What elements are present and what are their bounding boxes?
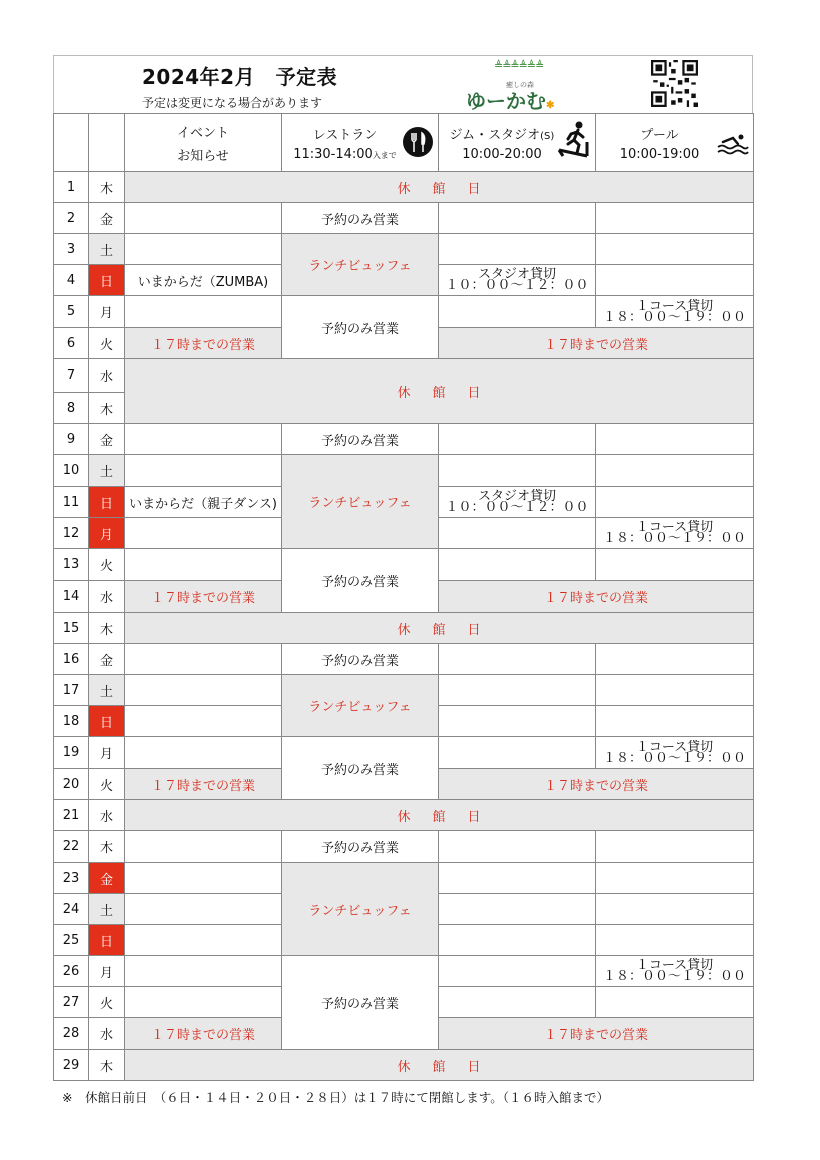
until17-cell [125,769,282,800]
cell-text: １０：００〜１２：００ [445,278,589,293]
empty-cell [439,549,596,581]
empty-cell [439,296,596,328]
until17-cell [125,328,282,359]
weekday: 土 [89,455,125,487]
cell-text: １８：００〜１９：００ [602,309,746,325]
empty-cell [596,863,754,894]
table-row [54,234,754,265]
cell-text: １７時までの営業 [543,591,648,606]
empty-cell [439,737,596,769]
table-row [54,737,754,769]
empty-cell [125,549,282,581]
cell-text: １７時までの営業 [150,591,255,606]
weekday: 日 [89,487,125,518]
page-subtitle: 予定は変更になる場合があります [142,96,323,110]
weekday: 金 [89,424,125,455]
swimmer-icon [717,132,749,156]
closed-cell [125,613,754,644]
weekday: 火 [89,328,125,359]
day-number: 11 [54,487,89,518]
cell-text: 予約のみ営業 [320,997,399,1012]
cell-text: １７時までの営業 [543,1028,648,1043]
day-number: 5 [54,296,89,328]
empty-cell [439,644,596,675]
weekday: 月 [89,956,125,987]
empty-cell [439,831,596,863]
day-number: 15 [54,613,89,644]
empty-cell [596,234,754,265]
until17-cell [125,1018,282,1050]
reserve-only-cell [282,831,439,863]
day-number: 13 [54,549,89,581]
cell-text: スタジオ貸切 [477,489,556,504]
weekday: 金 [89,863,125,894]
weekday: 月 [89,518,125,549]
reserve-only-cell [282,549,439,613]
empty-cell [439,234,596,265]
until17-cell [439,1018,754,1050]
header [53,55,753,113]
day-number: 7 [54,359,89,393]
cell-text: １７時までの営業 [150,1028,255,1043]
until17-cell [439,328,754,359]
table-row [54,800,754,831]
table-row [54,455,754,487]
restaurant-header: レストラン 11:30-14:00入まで [282,114,439,172]
empty-cell [125,925,282,956]
cell-text: １７時までの営業 [150,778,255,794]
cell-text: １７時までの営業 [150,337,255,353]
day-number: 25 [54,925,89,956]
empty-cell [439,455,596,487]
empty-cell [596,675,754,706]
weekday: 月 [89,737,125,769]
oyako-cell [125,487,282,518]
day-number: 28 [54,1018,89,1050]
day-header [54,114,89,172]
weekday: 土 [89,234,125,265]
weekday: 日 [89,706,125,737]
weekday: 木 [89,613,125,644]
weekday: 土 [89,675,125,706]
empty-cell [439,203,596,234]
cell-text: １８：００〜１９：００ [602,969,746,984]
table-row [54,1050,754,1081]
reserve-only-cell [282,737,439,800]
empty-cell [125,863,282,894]
weekday: 金 [89,203,125,234]
empty-cell [125,737,282,769]
cell-text: １０：００〜１２：００ [445,500,589,515]
day-number: 19 [54,737,89,769]
cell-text: ランチビュッフェ [308,903,412,919]
day-number: 10 [54,455,89,487]
weekday: 火 [89,987,125,1018]
empty-cell [439,925,596,956]
empty-cell [439,956,596,987]
cell-text: 予約のみ営業 [320,762,399,778]
day-number: 29 [54,1050,89,1081]
empty-cell [596,831,754,863]
cell-text: ランチビュッフェ [308,496,412,511]
reserve-only-cell [282,203,439,234]
closed-cell [125,1050,754,1081]
table-row [54,831,754,863]
cell-text: いまからだ（ZUMBA) [137,274,269,290]
cell-text: 予約のみ営業 [320,653,399,669]
empty-cell [125,424,282,455]
cell-text: いまからだ（親子ダンス) [129,496,277,512]
empty-cell [596,265,754,296]
footnote: ※ 休館日前日 （６日・１４日・２０日・２８日）は１７時にて閉館します。（１６時入館まで） [62,1090,609,1105]
empty-cell [125,894,282,925]
logo-text: ゆーかむ✱ [466,89,555,113]
empty-cell [125,956,282,987]
empty-cell [125,675,282,706]
empty-cell [596,987,754,1018]
day-number: 4 [54,265,89,296]
day-number: 27 [54,987,89,1018]
cell-text: 休館日 [397,622,503,638]
cell-text: 休館日 [397,1059,503,1075]
until17-cell [439,769,754,800]
cell-text: １７時までの営業 [543,337,648,353]
empty-cell [596,487,754,518]
treadmill-icon [557,120,591,160]
table-row [54,203,754,234]
reserve-only-cell [282,296,439,359]
empty-cell [439,987,596,1018]
pool-header: プール 10:00-19:00 [596,114,754,172]
weekday: 水 [89,581,125,613]
reserve-only-cell [282,424,439,455]
schedule-table [53,113,754,1081]
day-number: 20 [54,769,89,800]
table-row [54,172,754,203]
cell-text: 休館日 [397,809,503,825]
empty-cell [596,706,754,737]
lunch-buffet-cell [282,863,439,956]
rental-cell [596,956,754,987]
closed-cell [125,359,754,424]
empty-cell [439,863,596,894]
table-header-row [54,114,754,172]
empty-cell [125,518,282,549]
cell-text: １８：００〜１９：００ [602,531,746,546]
table-row [54,956,754,987]
tree-logo-icon: ≜≜≜≜≜≜ [494,59,544,72]
weekday: 火 [89,769,125,800]
weekday: 木 [89,1050,125,1081]
empty-cell [439,675,596,706]
day-number: 17 [54,675,89,706]
day-number: 9 [54,424,89,455]
cell-text: 予約のみ営業 [320,321,399,337]
weekday: 水 [89,800,125,831]
rental-cell [596,737,754,769]
table-row [54,359,754,393]
weekday-header [89,114,125,172]
zumba-cell [125,265,282,296]
cell-text: １コース貸切 [635,520,714,535]
page-title: 2024年2月 予定表 [142,65,338,89]
table-row [54,863,754,894]
day-number: 8 [54,393,89,424]
schedule-page [53,55,753,1081]
qr-code-icon [651,60,698,107]
closed-cell [125,172,754,203]
weekday: 木 [89,172,125,203]
table-row [54,675,754,706]
empty-cell [596,549,754,581]
day-number: 22 [54,831,89,863]
reserve-only-cell [282,956,439,1050]
reserve-only-cell [282,644,439,675]
empty-cell [596,894,754,925]
lunch-buffet-cell [282,675,439,737]
empty-cell [596,455,754,487]
empty-cell [125,234,282,265]
event-header: イベント お知らせ [125,114,282,172]
table-row [54,549,754,581]
empty-cell [125,296,282,328]
empty-cell [596,203,754,234]
weekday: 水 [89,359,125,393]
day-number: 12 [54,518,89,549]
empty-cell [125,706,282,737]
empty-cell [439,518,596,549]
weekday: 土 [89,894,125,925]
lunch-buffet-cell [282,234,439,296]
cell-text: １コース貸切 [635,958,714,973]
weekday: 金 [89,644,125,675]
weekday: 日 [89,265,125,296]
day-number: 26 [54,956,89,987]
day-number: 1 [54,172,89,203]
weekday: 火 [89,549,125,581]
gym-header: ジム・スタジオ(S) 10:00-20:00 [439,114,596,172]
cell-text: 予約のみ営業 [320,575,399,590]
closed-cell [125,800,754,831]
day-number: 6 [54,328,89,359]
cell-text: １コース貸切 [635,298,714,314]
empty-cell [125,987,282,1018]
cell-text: 予約のみ営業 [320,433,399,449]
day-number: 14 [54,581,89,613]
cell-text: 予約のみ営業 [320,841,399,856]
table-row [54,296,754,328]
until17-cell [439,581,754,613]
weekday: 月 [89,296,125,328]
cell-text: １７時までの営業 [543,778,648,794]
empty-cell [596,925,754,956]
empty-cell [125,831,282,863]
weekday: 木 [89,831,125,863]
empty-cell [125,203,282,234]
empty-cell [439,424,596,455]
table-row [54,424,754,455]
cell-text: ランチビュッフェ [308,259,412,274]
cell-text: １コース貸切 [635,739,714,755]
empty-cell [439,894,596,925]
cell-text: 休館日 [397,385,503,401]
fork-knife-icon [402,126,434,158]
lunch-buffet-cell [282,455,439,549]
weekday: 水 [89,1018,125,1050]
cell-text: 予約のみ営業 [320,212,399,228]
day-number: 24 [54,894,89,925]
empty-cell [125,644,282,675]
day-number: 21 [54,800,89,831]
day-number: 3 [54,234,89,265]
day-number: 18 [54,706,89,737]
empty-cell [125,455,282,487]
weekday: 日 [89,925,125,956]
cell-text: ランチビュッフェ [308,700,412,715]
rental-cell [596,296,754,328]
empty-cell [596,644,754,675]
cell-text: １８：００〜１９：００ [602,750,746,766]
weekday: 木 [89,393,125,424]
table-row [54,644,754,675]
logo [466,58,566,112]
table-row [54,613,754,644]
empty-cell [596,424,754,455]
until17-cell [125,581,282,613]
day-number: 16 [54,644,89,675]
day-number: 23 [54,863,89,894]
cell-text: 休館日 [397,181,503,197]
empty-cell [439,706,596,737]
rental-cell [439,487,596,518]
cell-text: スタジオ貸切 [477,267,556,282]
rental-cell [596,518,754,549]
rental-cell [439,265,596,296]
day-number: 2 [54,203,89,234]
logo-small-text: 癒しの森 [506,81,534,89]
